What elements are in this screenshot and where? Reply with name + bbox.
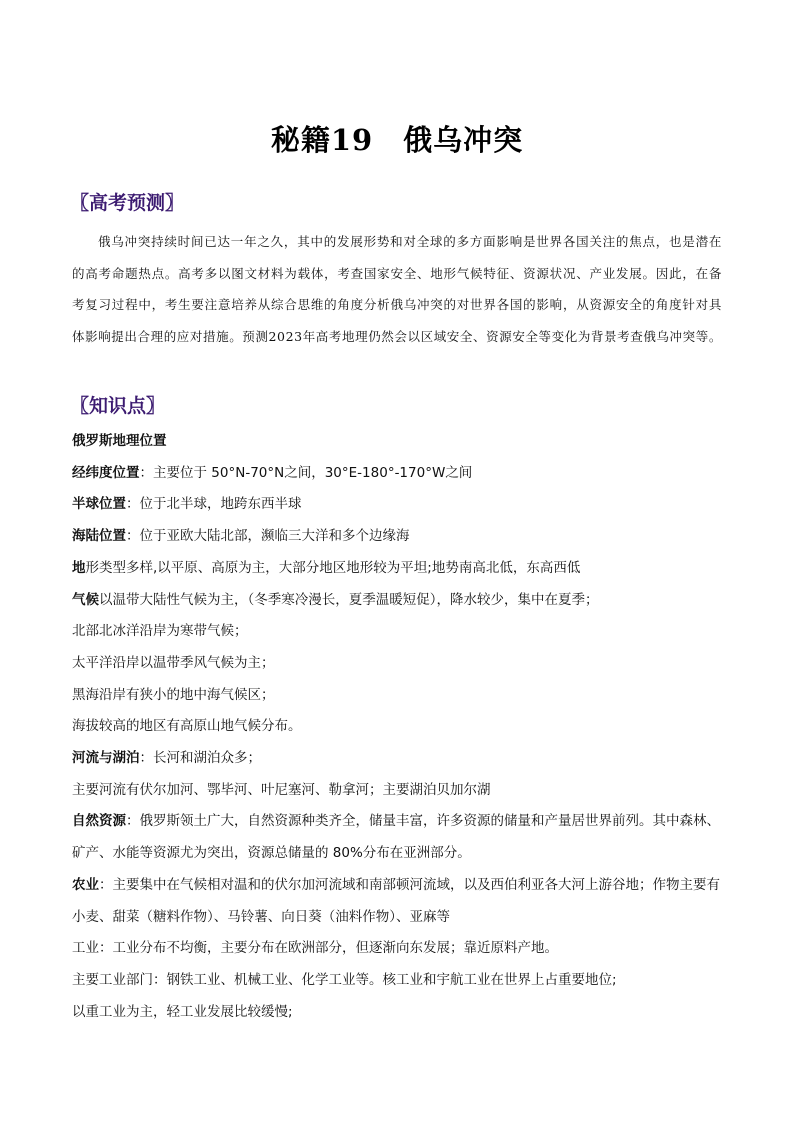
latlon-text: ：主要位于 50°N-70°N之间，30°E-180°-170°W之间 <box>139 464 473 481</box>
rivers-text: ：长河和湖泊众多； <box>139 750 261 767</box>
knowledge-points <box>72 426 727 1028</box>
sea-land-line <box>72 521 727 553</box>
subheading-russia-location: 俄罗斯地理位置 <box>72 433 167 449</box>
climate-line-3: 太平洋沿岸以温带季风气候为主； <box>72 654 275 671</box>
hemisphere-line <box>72 489 727 521</box>
climate-text: 以温带大陆性气候为主，（冬季寒冷漫长，夏季温暖短促），降水较少，集中在夏季； <box>99 591 599 608</box>
industry-line-2: 主要工业部门：钢铁工业、机械工业、化学工业等。核工业和宇航工业在世界上占重要地位; <box>72 971 617 988</box>
industry-line-3: 以重工业为主，轻工业发展比较缓慢; <box>72 1003 293 1020</box>
sea-land-text: ：位于亚欧大陆北部，濒临三大洋和多个边缘海 <box>126 528 410 545</box>
sea-land-label: 海陆位置 <box>72 528 126 545</box>
rivers-line <box>72 743 727 775</box>
hemisphere-label: 半球位置 <box>72 496 126 513</box>
intro-paragraph: 俄乌冲突持续时间已达一年之久，其中的发展形势和对全球的多方面影响是世界各国关注的焦点，也是潜在的高考命题热点。高考多以图文材料为载体，考查国家安全、地形气候特征、资源状况、产业发展。因此，在备考复习过程中，考生要注意培养从综合思维的角度分析俄乌冲突的对世界各国的影响，从资源安全的角度针对具体影响提出合理的应对措施。预测2023年高考地理仍然会以区域安全、资源安全等变化为背景考查俄乌冲突等。 <box>72 234 722 344</box>
terrain-line <box>72 553 727 585</box>
climate-line-2: 北部北冰洋沿岸为寒带气候； <box>72 623 248 640</box>
agriculture-line <box>72 870 727 933</box>
climate-line-5: 海拔较高的地区有高原山地气候分布。 <box>72 718 302 735</box>
hemisphere-text: ：位于北半球，地跨东西半球 <box>126 496 302 513</box>
resources-line <box>72 806 727 869</box>
latlon-label: 经纬度位置 <box>72 464 140 481</box>
agriculture-label: 农业 <box>72 876 99 893</box>
page-title: 秘籍19 俄乌冲突 <box>270 123 524 157</box>
terrain-label: 地 <box>72 559 86 576</box>
terrain-text: 形类型多样,以平原、高原为主，大部分地区地形较为平坦;地势南高北低，东高西低 <box>85 559 581 576</box>
industry-line: 工业：工业分布不均衡，主要分布在欧洲部分，但逐渐向东发展；靠近原料产地。 <box>72 940 558 957</box>
resources-text: ：俄罗斯领土广大，自然资源种类齐全，储量丰富，许多资源的储量和产量居世界前列。其中森林、矿产、水能等资源尤为突出，资源总储量的 80%分布在亚洲部分。 <box>72 813 720 862</box>
rivers-label: 河流与湖泊 <box>72 750 140 767</box>
section-heading-forecast: 〖高考预测〗 <box>70 192 185 214</box>
resources-label: 自然资源 <box>72 813 126 830</box>
climate-label: 气候 <box>72 591 99 608</box>
climate-line <box>72 585 727 617</box>
agriculture-text: ：主要集中在气候相对温和的伏尔加河流域和南部顿河流域，以及西伯利亚各大河上游谷地；作物主要有小麦、甜菜（糖料作物）、马铃薯、向日葵（油料作物）、亚麻等 <box>72 876 720 925</box>
rivers-line-2: 主要河流有伏尔加河、鄂毕河、叶尼塞河、勒拿河；主要湖泊贝加尔湖 <box>72 781 491 798</box>
climate-line-4: 黑海沿岸有狭小的地中海气候区； <box>72 686 275 703</box>
section-heading-knowledge: 〖知识点〗 <box>70 395 166 417</box>
latlon-line <box>72 458 727 490</box>
